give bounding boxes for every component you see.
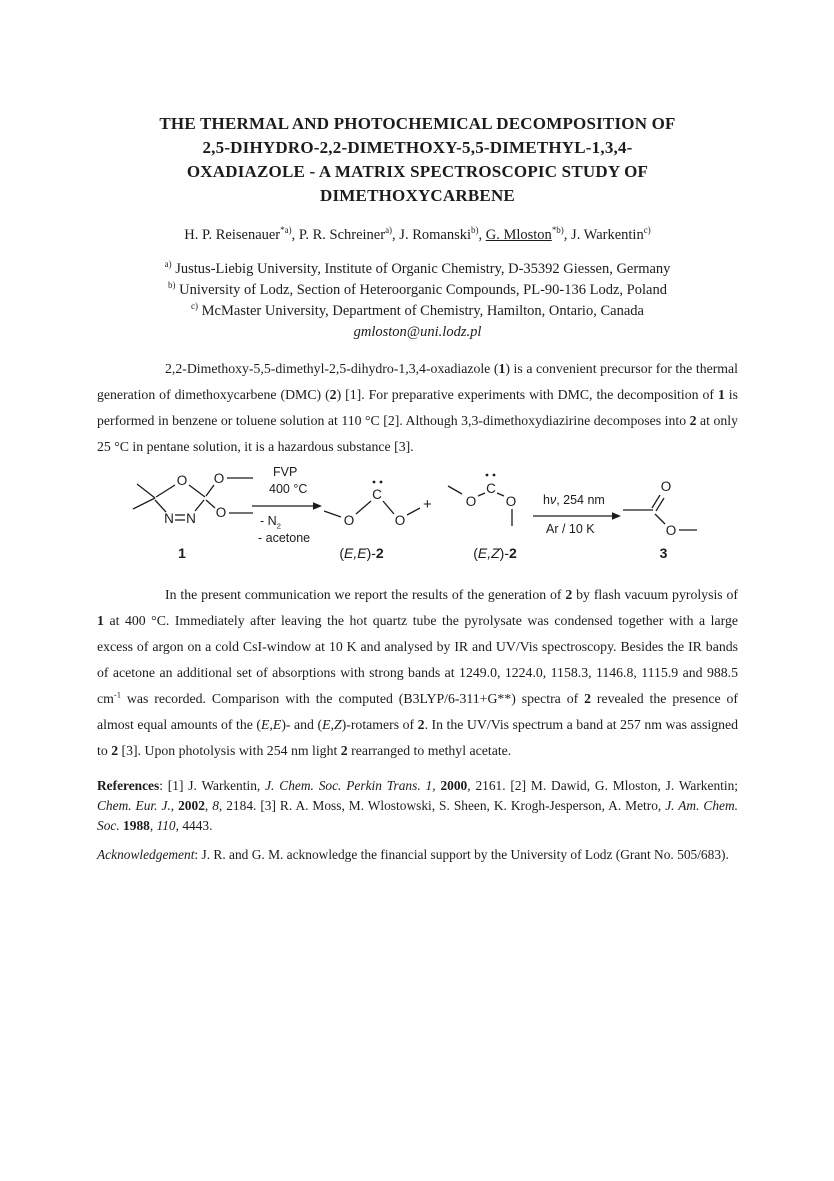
plus-sign: + xyxy=(423,496,432,513)
structure-carbene-ez-2 xyxy=(445,468,537,530)
arrow1-condition-fvp: FVP xyxy=(273,465,298,479)
atom-o-carbonyl: O xyxy=(660,479,672,494)
structure-methyl-acetate-3 xyxy=(621,474,726,540)
atom-n-left: N xyxy=(164,511,174,526)
reaction-arrow-1 xyxy=(252,500,322,512)
reaction-scheme xyxy=(97,460,738,578)
affiliation-b: $^{b)}$ University of Lodz, Section of Heteroorganic Compounds, PL-90-136 Lodz, Poland xyxy=(168,280,667,298)
arrow1-byproduct-n2: - $N_2$ xyxy=(260,514,281,531)
atom-o-ester: O xyxy=(665,523,677,538)
atom-o-left: O xyxy=(343,513,355,528)
arrow2-condition-matrix: Ar / 10 K xyxy=(546,522,595,536)
structure-oxadiazole-1 xyxy=(125,461,255,541)
compound-3-label: 3 xyxy=(659,545,668,561)
arrow1-byproduct-acetone: - acetone xyxy=(258,531,311,545)
affiliation-c: $^{c)}$ McMaster University, Department of Chemistry, Hamilton, Ontario, Canada xyxy=(191,301,644,319)
title-line-4: DIMETHOXYCARBENE xyxy=(320,186,515,205)
affiliations xyxy=(97,259,738,322)
paper-title xyxy=(97,112,738,208)
title-line-2: 2,5-DIHYDRO-2,2-DIMETHOXY-5,5-DIMETHYL-1,3,4- xyxy=(202,138,633,157)
references: References: [1] J. Warkentin, J. Chem. Soc. Perkin Trans. 1, 2000, 2161. [2] M. Dawid, G. Mloston, J. Warkentin; Chem. Eur. J., 2002, 8, 2184. [3] R. A. Moss, M. Wlostowski, S. Sheen, K. Krogh-Jesperson, A. Metro, J. Am. Chem. Soc. 1988, 110, 4443. xyxy=(97,778,738,833)
atom-o-methoxy-top: O xyxy=(213,471,225,486)
arrow1-condition-temperature: 400 °C xyxy=(269,482,308,496)
structure-carbene-ee-2 xyxy=(323,476,423,530)
atom-o-left: O xyxy=(465,494,477,509)
abstract-paragraph-2: In the present communication we report the results of the generation of 2 by flash vacuum pyrolysis of 1 at 400 °C. Immediately after leaving the hot quartz tube the pyrolysate was condensed together with a large excess of argon on a cold CsI-window at 10 K and analysed by IR and UV/Vis spectroscopy. Besides the IR bands of acetone an additional set of absorptions with strong bands at 1249.0, 1224.0, 1158.3, 1146.8, 1115.9 and 988.5 $cm^{-1}$ was recorded. Comparison with the computed (B3LYP/6-311+G**) spectra of 2 revealed the presence of almost equal amounts of the (E,E)- and (E,Z)-rotamers of 2. In the UV/Vis spectrum a band at 257 nm was assigned to 2 [3]. Upon photolysis with 254 nm light 2 rearranged to methyl acetate. xyxy=(97,587,739,758)
atom-o-right: O xyxy=(505,494,517,509)
compound-1-label: 1 xyxy=(178,545,186,561)
authors-line: H. P. Reisenauer$^{*a)}$, P. R. Schreiner$^{a)}$, J. Romanski$^{b)}$, G. Mloston$^{*b)}$, J. Warkentin$^{c)}$ xyxy=(184,225,651,243)
paper-page xyxy=(97,0,738,865)
contact-email: gmloston@uni.lodz.pl xyxy=(353,324,482,340)
atom-o-right: O xyxy=(394,513,406,528)
abstract-paragraph-1: 2,2-Dimethoxy-5,5-dimethyl-2,5-dihydro-1,3,4-oxadiazole (1) is a convenient precursor for the thermal generation of dimethoxycarbene (DMC) (2) [1]. For preparative experiments with DMC, the decomposition of 1 is performed in benzene or toluene solution at 110 °C [2]. Although 3,3-dimethoxydiazirine decomposes into 2 at only 25 °C in pentane solution, it is a hazardous substance [3]. xyxy=(97,361,739,454)
compound-ee2-label: (E,E)-2 xyxy=(339,545,384,561)
atom-o-ring: O xyxy=(176,473,188,488)
title-line-3: OXADIAZOLE - A MATRIX SPECTROSCOPIC STUDY OF xyxy=(186,162,649,181)
atom-c-carbene: C xyxy=(372,487,382,502)
arrow2-condition-light: hν, 254 nm xyxy=(543,493,605,507)
atom-n-right: N xyxy=(186,511,196,526)
compound-ez2-label: (E,Z)-2 xyxy=(473,545,517,561)
affiliation-a: $^{a)}$ Justus-Liebig University, Institute of Organic Chemistry, D-35392 Giessen, Germany xyxy=(164,259,671,277)
acknowledgement: Acknowledgement: J. R. and G. M. acknowledge the financial support by the University of Lodz (Grant No. 505/683). xyxy=(97,847,729,862)
atom-c-carbene: C xyxy=(486,481,496,496)
title-line-1: THE THERMAL AND PHOTOCHEMICAL DECOMPOSITION OF xyxy=(159,114,676,133)
atom-o-methoxy-bottom: O xyxy=(215,505,227,520)
